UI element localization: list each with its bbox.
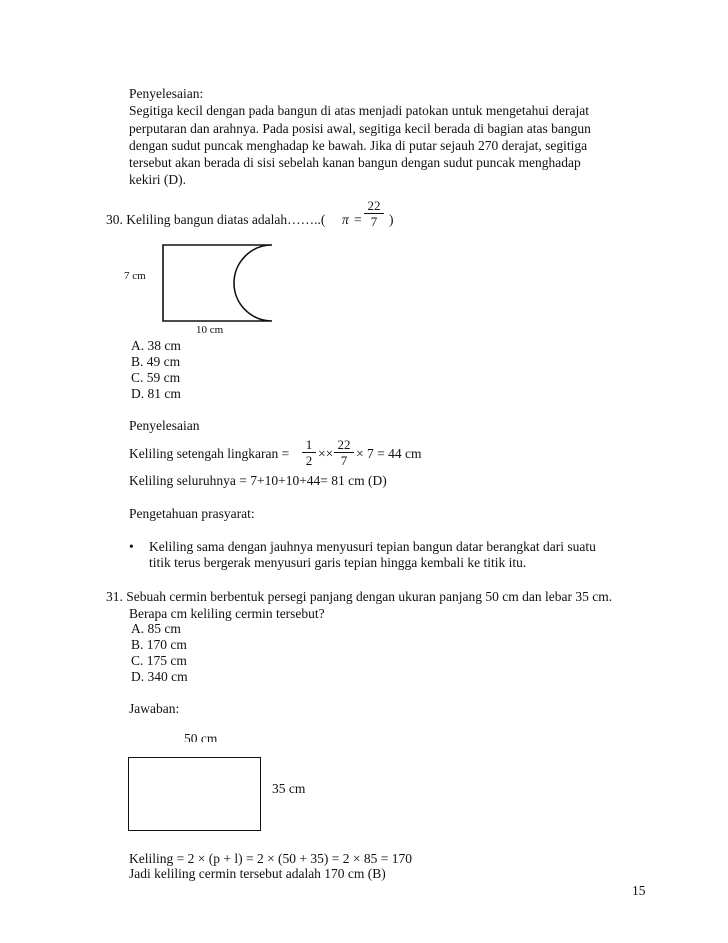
bullet: • bbox=[129, 539, 134, 554]
q29-solution-line-1: Segitiga kecil dengan pada bangun di atas menjadi patokan untuk mengetahui derajat bbox=[129, 103, 589, 118]
pi-numerator: 22 bbox=[367, 198, 381, 213]
figure31-height-label: 35 cm bbox=[272, 781, 306, 796]
q30-total: Keliling seluruhnya = 7+10+10+44= 81 cm (D) bbox=[129, 473, 387, 488]
q31-question-line-1: 31. Sebuah cermin berbentuk persegi panjang dengan ukuran panjang 50 cm dan lebar 35 cm. bbox=[106, 589, 613, 604]
q31-option-d: D. 340 cm bbox=[131, 669, 188, 684]
fraction-one-half-den: 2 bbox=[302, 452, 316, 468]
fraction-22-7-num: 22 bbox=[337, 437, 351, 452]
q31-calculation: Keliling = 2 × (p + l) = 2 × (50 + 35) = 2 × 85 = 170 bbox=[129, 851, 412, 866]
pi-denominator: 7 bbox=[364, 213, 384, 229]
close-paren: ) bbox=[389, 212, 394, 227]
q29-solution-line-5: kekiri (D). bbox=[129, 172, 186, 187]
q30-option-c: C. 59 cm bbox=[131, 370, 181, 385]
prereq-line-1: Keliling sama dengan jauhnya menyusuri tepian bangun datar berangkat dari suatu bbox=[149, 539, 596, 554]
figure31-rectangle bbox=[128, 757, 261, 831]
q29-solution-line-3: dengan sudut puncak menghadap ke bawah. Jika di putar sejauh 270 derajat, segitiga bbox=[129, 138, 588, 153]
fraction-22-7-den: 7 bbox=[334, 452, 354, 468]
pi-fraction bbox=[364, 198, 384, 229]
times-symbols: ×× bbox=[318, 446, 334, 461]
page-number: 15 bbox=[632, 883, 646, 898]
q30-question: 30. Keliling bangun diatas adalah……..( bbox=[106, 212, 326, 227]
prereq-heading: Pengetahuan prasyarat: bbox=[129, 506, 255, 521]
fraction-one-half bbox=[302, 437, 316, 468]
prereq-line-2: titik terus bergerak menyusuri garis tepian hingga kembali ke titik itu. bbox=[149, 555, 527, 570]
q30-solution-heading: Penyelesaian bbox=[129, 418, 200, 433]
semicircle-prefix: Keliling setengah lingkaran = bbox=[129, 446, 290, 461]
q29-solution-line-2: perputaran dan arahnya. Pada posisi awal, segitiga kecil berada di bagian atas bangun bbox=[129, 121, 591, 136]
q31-conclusion: Jadi keliling cermin tersebut adalah 170 cm (B) bbox=[129, 866, 386, 881]
fraction-22-7 bbox=[334, 437, 354, 468]
q30-option-b: B. 49 cm bbox=[131, 354, 181, 369]
pi-equals: = bbox=[354, 212, 362, 227]
q29-solution-line-4: tersebut akan berada di sisi sebelah kanan bangun dengan sudut puncak menghadap bbox=[129, 155, 581, 170]
figure30-width-label: 10 cm bbox=[196, 324, 224, 336]
semicircle-suffix: × 7 = 44 cm bbox=[356, 446, 422, 461]
q31-question-line-2: Berapa cm keliling cermin tersebut? bbox=[129, 606, 325, 621]
q31-answer-heading: Jawaban: bbox=[129, 701, 180, 716]
q31-option-c: C. 175 cm bbox=[131, 653, 187, 668]
q31-option-a: A. 85 cm bbox=[131, 621, 181, 636]
pi-symbol: π bbox=[342, 212, 349, 227]
figure30-shape bbox=[160, 242, 285, 324]
figure30-height-label: 7 cm bbox=[124, 270, 146, 282]
fraction-one-half-num: 1 bbox=[305, 437, 313, 452]
q30-option-d: D. 81 cm bbox=[131, 386, 181, 401]
q29-solution-heading: Penyelesaian: bbox=[129, 86, 204, 101]
q30-option-a: A. 38 cm bbox=[131, 338, 181, 353]
figure31-width-label: 50 cm bbox=[184, 731, 218, 742]
q31-option-b: B. 170 cm bbox=[131, 637, 187, 652]
